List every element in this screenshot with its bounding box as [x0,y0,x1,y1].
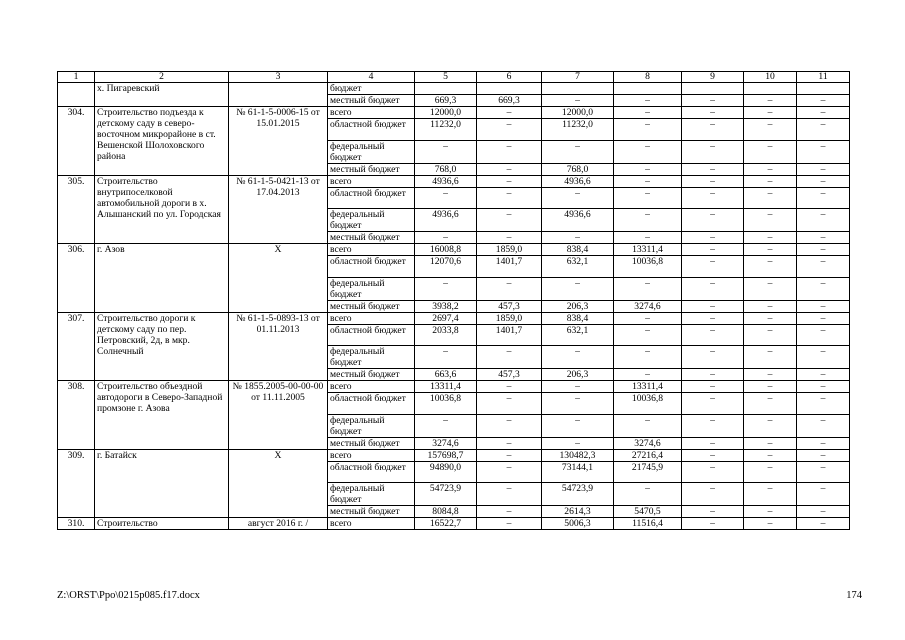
funding-value: – [614,324,682,346]
funding-source: всего [328,381,415,393]
column-number-header: 4 [328,72,415,83]
funding-value: – [682,518,744,530]
item-document: Х [229,449,328,518]
funding-value: – [682,175,744,187]
funding-source: местный бюджет [328,506,415,518]
funding-value [682,83,744,95]
funding-value: – [614,414,682,437]
funding-value: – [682,244,744,256]
funding-value: – [682,324,744,346]
funding-value: 3938,2 [415,300,477,312]
funding-value [614,83,682,95]
funding-value: – [614,95,682,107]
funding-value: 2697,4 [415,312,477,324]
funding-value: – [797,437,850,449]
funding-source: областной бюджет [328,256,415,278]
funding-source: местный бюджет [328,437,415,449]
item-number: 310. [58,518,95,530]
funding-value: – [797,381,850,393]
funding-value: – [682,312,744,324]
funding-value: – [614,346,682,369]
funding-value: – [744,483,797,506]
funding-value: 4936,6 [415,175,477,187]
funding-value: – [415,232,477,244]
funding-value: – [614,232,682,244]
funding-value: 21745,9 [614,461,682,483]
funding-value: 4936,6 [415,209,477,232]
table-row [58,83,850,95]
funding-value: – [614,369,682,381]
funding-value: – [682,449,744,461]
funding-value: – [744,393,797,415]
funding-value: – [797,506,850,518]
funding-source: федеральный бюджет [328,346,415,369]
funding-value: – [477,381,542,393]
funding-value: – [477,461,542,483]
funding-value: 457,3 [477,300,542,312]
funding-value: – [682,119,744,141]
funding-value: – [477,449,542,461]
funding-value: 1401,7 [477,256,542,278]
item-name: Строительство внутрипоселковой автомобильной дороги в х. Алышанский по ул. Городская [95,175,229,244]
funding-source: областной бюджет [328,324,415,346]
funding-value: – [797,518,850,530]
funding-value: 206,3 [542,369,614,381]
funding-value: – [477,187,542,209]
funding-value: – [542,187,614,209]
funding-value: – [682,232,744,244]
funding-value: – [682,95,744,107]
item-document: август 2016 г. / [229,518,328,530]
funding-value: – [797,369,850,381]
funding-source: федеральный бюджет [328,277,415,300]
item-name: Строительство [95,518,229,530]
table-row [58,107,850,119]
funding-value: 768,0 [542,163,614,175]
funding-value: 2614,3 [542,506,614,518]
funding-value: 4936,6 [542,175,614,187]
funding-source: областной бюджет [328,119,415,141]
funding-value: – [477,209,542,232]
funding-value: – [682,163,744,175]
funding-value: 1859,0 [477,312,542,324]
column-number-header: 6 [477,72,542,83]
table-row [58,449,850,461]
funding-value: 663,6 [415,369,477,381]
funding-value: 11232,0 [542,119,614,141]
column-number-header: 8 [614,72,682,83]
funding-value: 16522,7 [415,518,477,530]
funding-value: – [744,140,797,163]
funding-value: – [744,107,797,119]
funding-value: – [682,209,744,232]
table-row [58,244,850,256]
funding-value: – [744,461,797,483]
funding-value: – [614,163,682,175]
funding-value [542,83,614,95]
funding-source: местный бюджет [328,232,415,244]
funding-value: – [477,346,542,369]
column-number-header: 1 [58,72,95,83]
funding-value [797,83,850,95]
funding-value: – [744,506,797,518]
funding-value: 130482,3 [542,449,614,461]
funding-value: – [477,414,542,437]
funding-value: 768,0 [415,163,477,175]
funding-value: – [797,449,850,461]
funding-value: – [614,312,682,324]
funding-value: – [797,95,850,107]
funding-value: – [542,381,614,393]
funding-value: – [542,95,614,107]
funding-source: областной бюджет [328,393,415,415]
column-number-header: 9 [682,72,744,83]
funding-value: 13311,4 [614,381,682,393]
funding-value: 3274,6 [614,437,682,449]
funding-value: – [744,163,797,175]
funding-value: – [477,163,542,175]
funding-value: – [744,346,797,369]
funding-value [415,83,477,95]
funding-value: – [614,209,682,232]
item-document: № 1855.2005-00-00-00 от 11.11.2005 [229,381,328,450]
funding-value: – [415,277,477,300]
funding-value: – [797,175,850,187]
funding-value: – [614,483,682,506]
item-name: г. Батайск [95,449,229,518]
funding-source: всего [328,107,415,119]
funding-value: – [797,324,850,346]
funding-value: 838,4 [542,312,614,324]
funding-value: 2033,8 [415,324,477,346]
funding-value: – [797,256,850,278]
funding-source: федеральный бюджет [328,140,415,163]
funding-value: – [744,437,797,449]
funding-value: – [744,209,797,232]
funding-value: 10036,8 [614,256,682,278]
funding-value: 12000,0 [542,107,614,119]
funding-source: федеральный бюджет [328,414,415,437]
funding-source: федеральный бюджет [328,483,415,506]
funding-value: 11232,0 [415,119,477,141]
funding-value: – [477,506,542,518]
funding-value: – [797,107,850,119]
funding-value: – [797,346,850,369]
funding-value: – [682,461,744,483]
column-number-header: 3 [229,72,328,83]
funding-value: – [797,209,850,232]
item-name: г. Азов [95,244,229,313]
funding-value: – [797,461,850,483]
table-row [58,312,850,324]
funding-value: 54723,9 [415,483,477,506]
funding-value: – [797,277,850,300]
funding-value: – [682,437,744,449]
funding-value: 157698,7 [415,449,477,461]
funding-value: – [542,393,614,415]
funding-value: 54723,9 [542,483,614,506]
item-document: № 61-1-5-0421-13 от 17.04.2013 [229,175,328,244]
file-path: Z:\ORST\Ppo\0215p085.f17.docx [57,590,200,601]
budget-table [57,71,850,530]
funding-value: – [415,140,477,163]
funding-value: 669,3 [477,95,542,107]
funding-source: местный бюджет [328,300,415,312]
funding-value: – [477,232,542,244]
funding-value: – [614,277,682,300]
funding-value: – [614,107,682,119]
funding-source: областной бюджет [328,461,415,483]
funding-value: – [744,381,797,393]
funding-value: – [477,393,542,415]
funding-value: 1859,0 [477,244,542,256]
funding-value: – [797,140,850,163]
funding-value: – [797,300,850,312]
funding-value: – [614,187,682,209]
funding-value: – [682,381,744,393]
funding-source: всего [328,449,415,461]
funding-value: 632,1 [542,256,614,278]
funding-value: – [744,449,797,461]
funding-value: – [415,187,477,209]
funding-value: 10036,8 [415,393,477,415]
funding-value: 838,4 [542,244,614,256]
funding-value: – [744,232,797,244]
funding-value: 1401,7 [477,324,542,346]
funding-value: – [477,107,542,119]
funding-value: 3274,6 [415,437,477,449]
funding-source: всего [328,175,415,187]
column-number-header: 10 [744,72,797,83]
funding-value: – [614,175,682,187]
funding-value: – [477,277,542,300]
item-number: 306. [58,244,95,313]
funding-value: 206,3 [542,300,614,312]
column-number-header: 5 [415,72,477,83]
funding-value: – [744,95,797,107]
funding-value: – [744,300,797,312]
page-number: 174 [846,590,862,601]
funding-value: – [744,187,797,209]
funding-value: – [797,244,850,256]
header-row [58,72,850,83]
funding-value: – [682,187,744,209]
funding-value: – [682,256,744,278]
funding-value: 12000,0 [415,107,477,119]
funding-source: всего [328,518,415,530]
funding-source: федеральный бюджет [328,209,415,232]
funding-value: – [797,312,850,324]
funding-source: бюджет [328,83,415,95]
funding-value: – [682,107,744,119]
funding-value: – [682,506,744,518]
funding-value: 11516,4 [614,518,682,530]
column-number-header: 2 [95,72,229,83]
funding-value: – [415,346,477,369]
table-row [58,518,850,530]
funding-value: 4936,6 [542,209,614,232]
funding-value: – [744,369,797,381]
item-number: 309. [58,449,95,518]
funding-value: – [744,244,797,256]
funding-value: 8084,8 [415,506,477,518]
table-row [58,175,850,187]
funding-value: – [744,414,797,437]
funding-value: – [477,140,542,163]
funding-value: – [682,414,744,437]
item-number: 304. [58,107,95,176]
funding-value: – [797,393,850,415]
funding-value: – [744,175,797,187]
funding-value: – [542,140,614,163]
funding-value: 73144,1 [542,461,614,483]
item-number [58,83,95,107]
funding-value [744,83,797,95]
column-number-header: 7 [542,72,614,83]
funding-value: – [682,483,744,506]
item-name: Строительство объездной автодороги в Северо-Западной промзоне г. Азова [95,381,229,450]
funding-value [477,83,542,95]
item-name: х. Пигаревский [95,83,229,107]
funding-source: местный бюджет [328,95,415,107]
funding-value: – [744,312,797,324]
item-document: Х [229,244,328,313]
funding-value: – [797,163,850,175]
funding-source: областной бюджет [328,187,415,209]
funding-value: – [744,119,797,141]
funding-value: – [682,300,744,312]
funding-value: 16008,8 [415,244,477,256]
funding-value: 13311,4 [415,381,477,393]
funding-value: – [682,277,744,300]
funding-value: 3274,6 [614,300,682,312]
funding-value: – [477,175,542,187]
funding-source: всего [328,244,415,256]
funding-value: – [797,232,850,244]
funding-value: 457,3 [477,369,542,381]
item-number: 305. [58,175,95,244]
funding-value: 10036,8 [614,393,682,415]
funding-source: местный бюджет [328,163,415,175]
funding-value: – [744,518,797,530]
funding-value: – [744,256,797,278]
funding-value: – [477,518,542,530]
funding-value: – [542,232,614,244]
table-row [58,381,850,393]
item-number: 307. [58,312,95,381]
item-document: № 61-1-5-0893-13 от 01.11.2013 [229,312,328,381]
funding-value: 5006,3 [542,518,614,530]
funding-value: – [682,346,744,369]
funding-value: – [415,414,477,437]
funding-value: – [477,483,542,506]
item-document: № 61-1-5-0006-15 от 15.01.2015 [229,107,328,176]
funding-value: – [614,119,682,141]
funding-value: 632,1 [542,324,614,346]
funding-value: 12070,6 [415,256,477,278]
funding-source: местный бюджет [328,369,415,381]
funding-value: – [477,119,542,141]
funding-value: 94890,0 [415,461,477,483]
funding-value: – [542,346,614,369]
funding-value: – [797,187,850,209]
funding-value: – [542,277,614,300]
funding-value: 669,3 [415,95,477,107]
funding-value: – [797,414,850,437]
funding-value: – [682,369,744,381]
item-document [229,83,328,107]
item-name: Строительство подъезда к детскому саду в северо-восточном микрорайоне в ст. Вешенской Шолоховского района [95,107,229,176]
funding-value: – [542,437,614,449]
funding-value: 27216,4 [614,449,682,461]
funding-value: – [682,393,744,415]
funding-value: – [682,140,744,163]
funding-value: 13311,4 [614,244,682,256]
funding-value: 5470,5 [614,506,682,518]
funding-value: – [744,324,797,346]
funding-value: – [477,437,542,449]
funding-value: – [614,140,682,163]
funding-value: – [744,277,797,300]
funding-value: – [797,119,850,141]
column-number-header: 11 [797,72,850,83]
item-number: 308. [58,381,95,450]
funding-source: всего [328,312,415,324]
funding-value: – [797,483,850,506]
item-name: Строительство дороги к детскому саду по пер. Петровский, 2д, в мкр. Солнечный [95,312,229,381]
funding-value: – [542,414,614,437]
